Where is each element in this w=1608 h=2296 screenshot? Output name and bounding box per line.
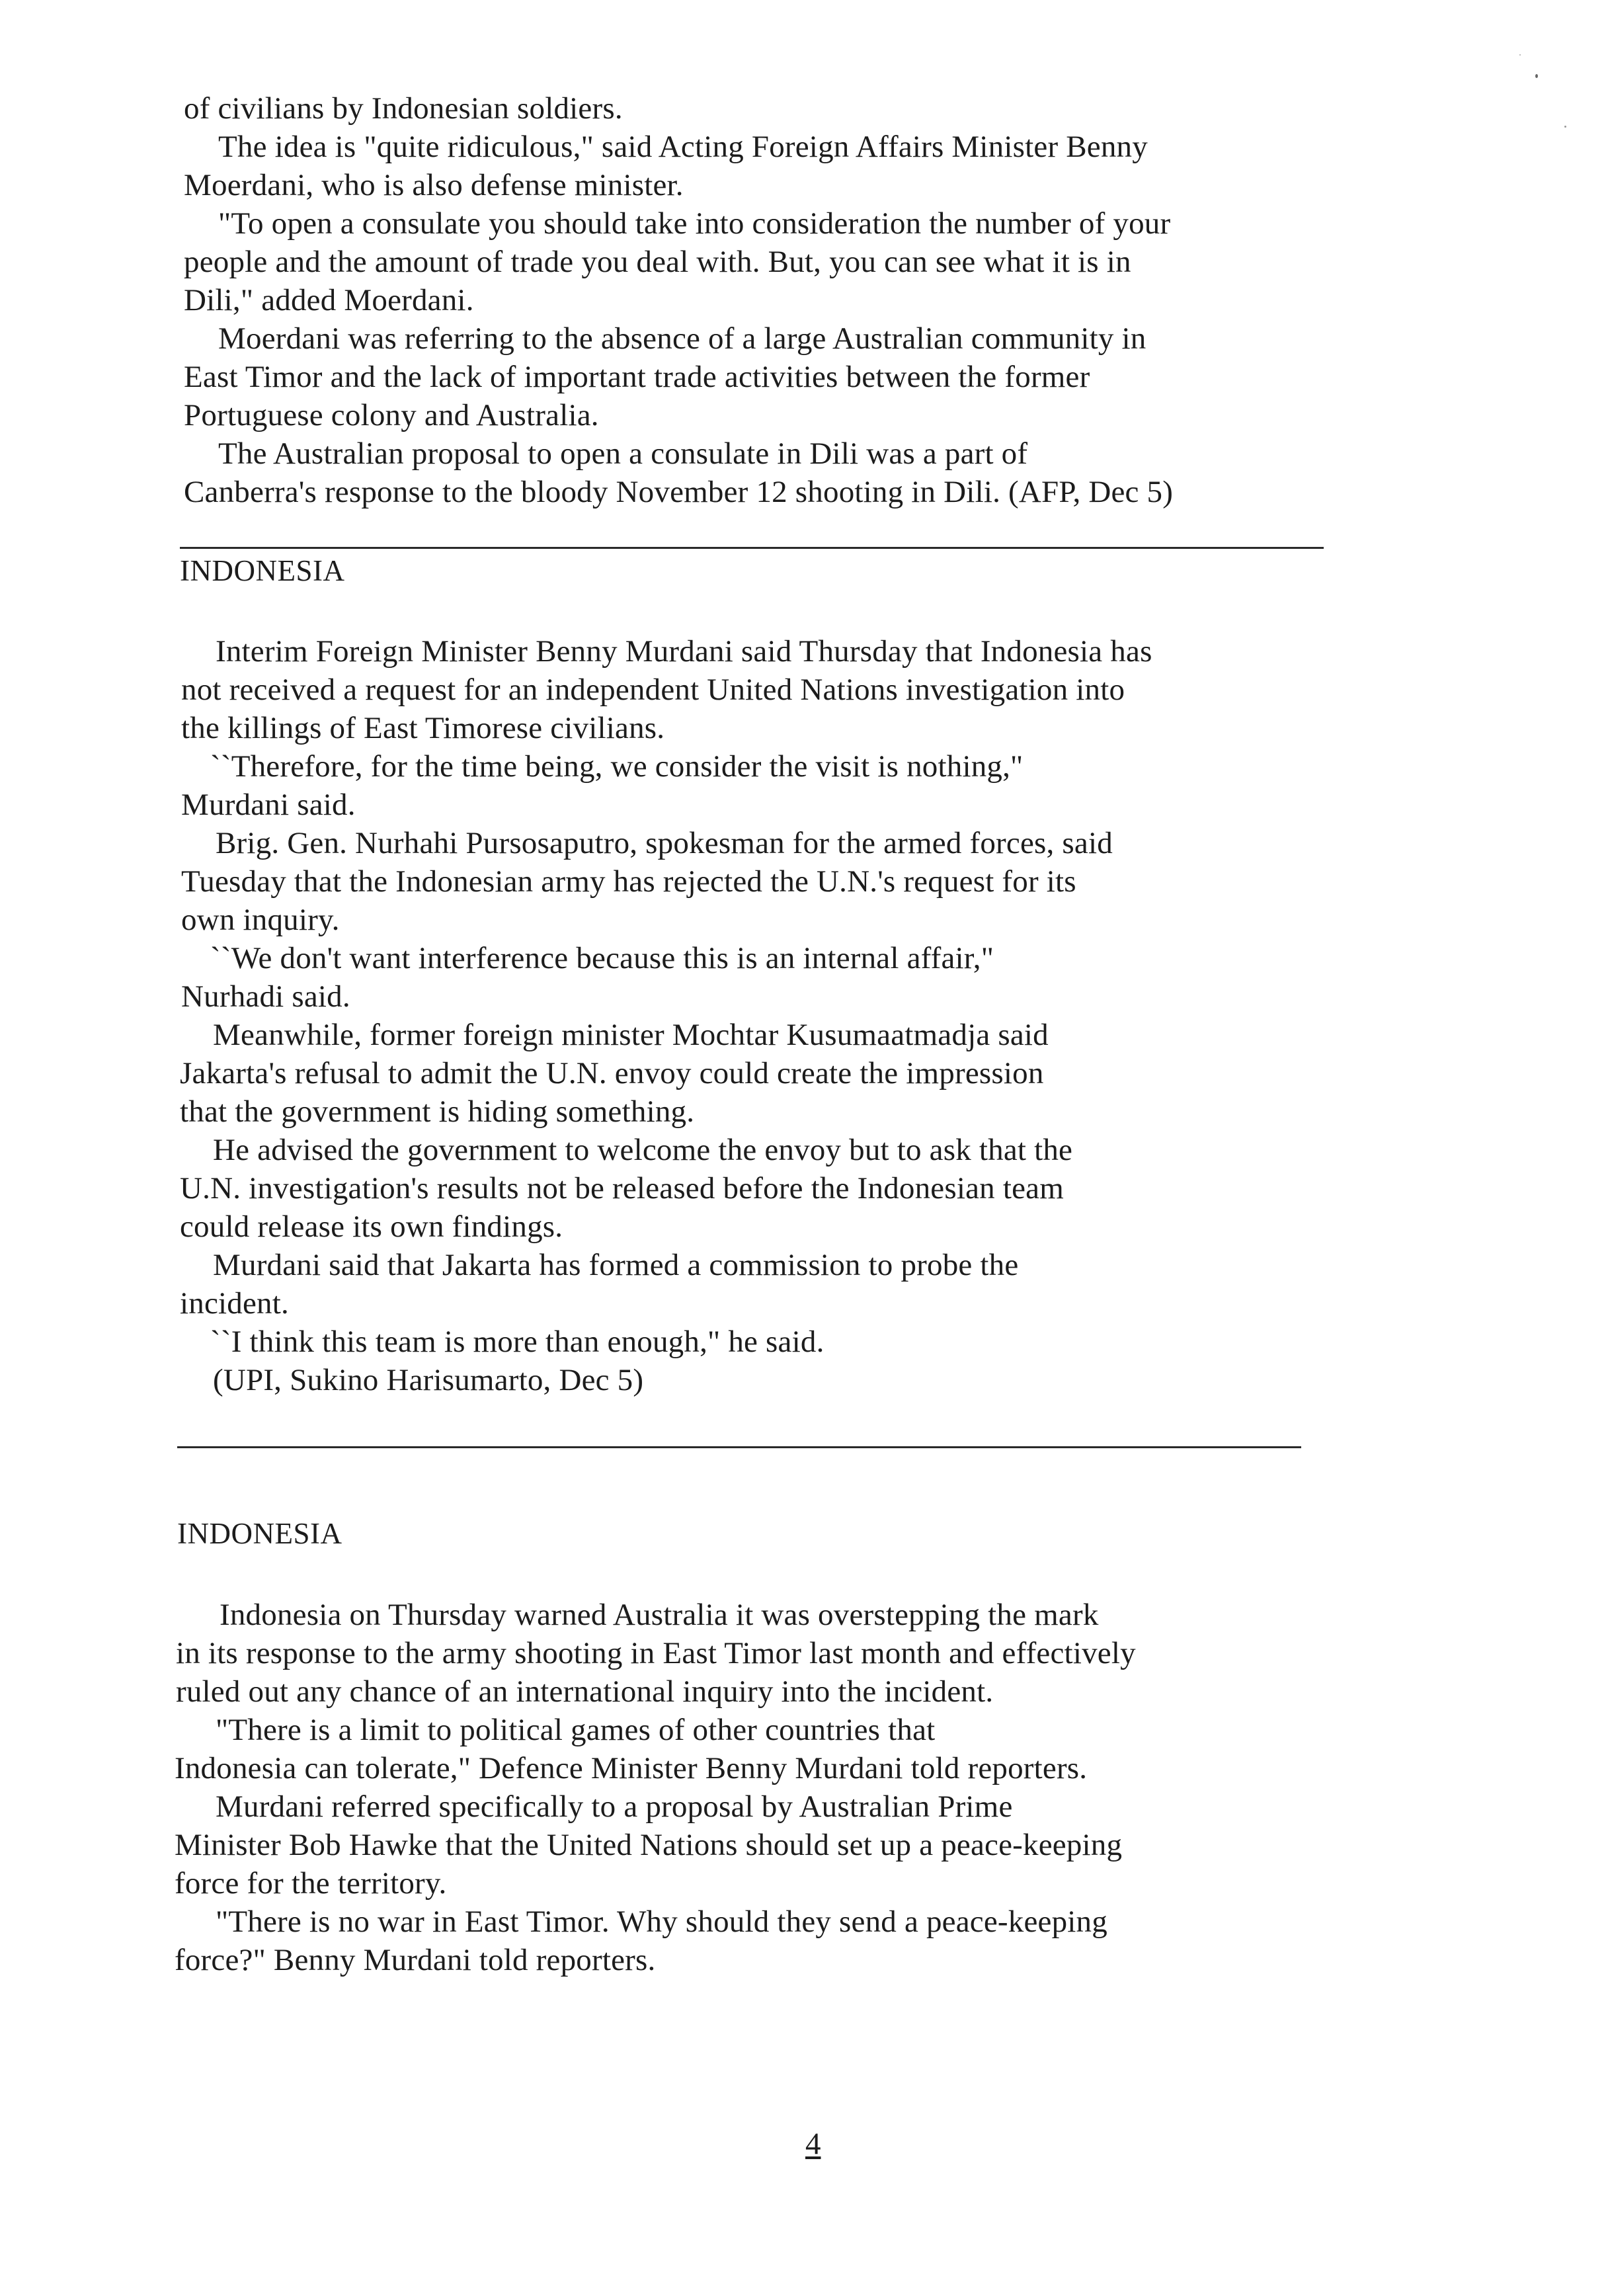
text-line: Minister Bob Hawke that the United Nations should set up a peace-keeping: [175, 1828, 1123, 1862]
text-line: Brig. Gen. Nurhahi Pursosaputro, spokesman for the armed forces, said: [216, 826, 1113, 860]
text-line: force?" Benny Murdani told reporters.: [175, 1943, 656, 1977]
section-divider: [180, 547, 1324, 549]
text-line: Murdani referred specifically to a proposal by Australian Prime: [216, 1789, 1013, 1824]
section-heading: INDONESIA: [180, 554, 345, 587]
text-line: Indonesia on Thursday warned Australia it was overstepping the mark: [220, 1598, 1099, 1632]
text-line: Portuguese colony and Australia.: [184, 398, 599, 432]
page-number: 4: [805, 2127, 821, 2161]
text-line: Dili," added Moerdani.: [184, 283, 474, 317]
text-line: in its response to the army shooting in East Timor last month and effectively: [176, 1636, 1136, 1670]
scan-speck: [1564, 126, 1566, 128]
text-line: East Timor and the lack of important trade activities between the former: [184, 360, 1090, 394]
text-line: Murdani said that Jakarta has formed a commission to probe the: [213, 1248, 1019, 1282]
text-line: people and the amount of trade you deal with. But, you can see what it is in: [184, 245, 1131, 279]
text-line: "There is no war in East Timor. Why should they send a peace-keeping: [216, 1905, 1107, 1939]
text-line: Indonesia can tolerate," Defence Minister Benny Murdani told reporters.: [175, 1751, 1088, 1785]
text-line: Murdani said.: [181, 788, 356, 822]
text-line: Canberra's response to the bloody November 12 shooting in Dili. (AFP, Dec 5): [184, 475, 1174, 509]
text-line: ``We don't want interference because this is an internal affair,": [210, 941, 994, 975]
text-line: ``I think this team is more than enough," he said.: [210, 1325, 824, 1359]
text-line: The idea is "quite ridiculous," said Acting Foreign Affairs Minister Benny: [218, 130, 1148, 164]
text-line: He advised the government to welcome the envoy but to ask that the: [213, 1133, 1073, 1167]
text-line: (UPI, Sukino Harisumarto, Dec 5): [213, 1363, 644, 1397]
text-line: "To open a consulate you should take into consideration the number of your: [218, 206, 1171, 241]
text-line: Nurhadi said.: [181, 979, 350, 1014]
text-line: not received a request for an independent United Nations investigation into: [181, 673, 1125, 707]
text-line: Moerdani was referring to the absence of a large Australian community in: [218, 321, 1146, 356]
section-heading: INDONESIA: [177, 1517, 342, 1550]
text-line: incident.: [180, 1286, 289, 1321]
text-line: Meanwhile, former foreign minister Mochtar Kusumaatmadja said: [213, 1018, 1049, 1052]
text-line: U.N. investigation's results not be released before the Indonesian team: [180, 1171, 1064, 1206]
text-line: of civilians by Indonesian soldiers.: [184, 91, 623, 126]
scan-speck: [1535, 74, 1538, 78]
text-line: ruled out any chance of an international inquiry into the incident.: [176, 1674, 994, 1709]
text-line: Jakarta's refusal to admit the U.N. envoy could create the impression: [180, 1056, 1044, 1090]
text-line: own inquiry.: [181, 903, 340, 937]
text-line: Moerdani, who is also defense minister.: [184, 168, 684, 202]
text-line: Tuesday that the Indonesian army has rejected the U.N.'s request for its: [181, 864, 1076, 899]
scan-speck: [1519, 54, 1521, 56]
text-line: the killings of East Timorese civilians.: [181, 711, 665, 745]
text-line: that the government is hiding something.: [180, 1094, 695, 1129]
text-line: could release its own findings.: [180, 1210, 563, 1244]
text-line: "There is a limit to political games of other countries that: [216, 1713, 936, 1747]
text-line: The Australian proposal to open a consulate in Dili was a part of: [218, 436, 1028, 471]
text-line: ``Therefore, for the time being, we consider the visit is nothing,": [210, 749, 1024, 784]
text-line: force for the territory.: [175, 1866, 447, 1901]
section-divider: [177, 1446, 1301, 1448]
text-line: Interim Foreign Minister Benny Murdani said Thursday that Indonesia has: [216, 634, 1152, 669]
